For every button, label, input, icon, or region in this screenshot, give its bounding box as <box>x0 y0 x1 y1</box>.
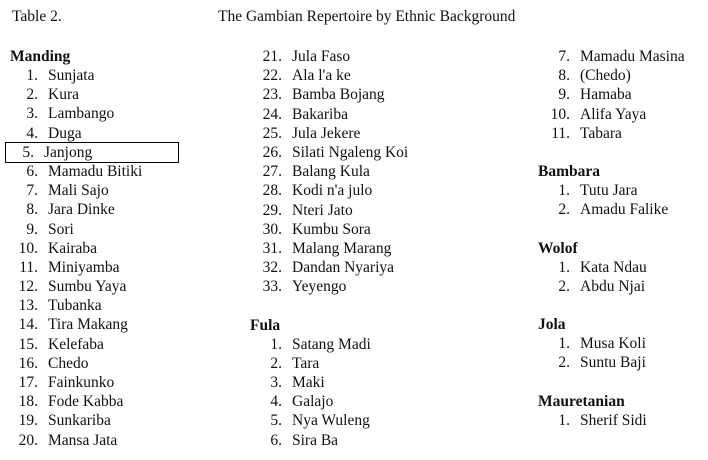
list-item <box>250 354 520 373</box>
item-name: Satang Madi <box>292 335 371 353</box>
list-item <box>250 411 520 430</box>
item-name: Fainkunko <box>48 374 115 391</box>
item-name: Miniyamba <box>48 258 120 276</box>
column-3 <box>538 47 706 430</box>
item-number: 21. <box>262 48 282 65</box>
item-number: 16. <box>18 354 38 372</box>
list-item <box>250 373 520 392</box>
item-name: Tabara <box>580 124 622 142</box>
item-number: 19. <box>18 412 38 430</box>
item-number: 1. <box>558 335 570 353</box>
item-number: 27. <box>262 163 282 181</box>
spacer <box>538 296 706 315</box>
list-item <box>10 220 240 239</box>
list-item <box>10 335 240 354</box>
list-item <box>10 431 240 450</box>
item-name: Abdu Njai <box>580 277 646 295</box>
item-name: Sira Ba <box>292 431 339 449</box>
item-name: Silati Ngaleng Koi <box>292 143 409 161</box>
list-item <box>538 277 706 296</box>
item-name: Kelefaba <box>48 335 104 353</box>
item-name: Kodi n'a julo <box>292 182 373 200</box>
list-item <box>538 353 706 372</box>
item-number: 31. <box>262 239 282 257</box>
item-number: 32. <box>262 259 282 277</box>
item-name: Dandan Nyariya <box>292 259 394 277</box>
list-item <box>538 200 706 219</box>
item-name: Bakariba <box>292 105 348 123</box>
item-number: 11. <box>19 258 38 276</box>
list-item <box>10 181 240 200</box>
list-item <box>10 277 240 296</box>
group-title-mauretanian: Mauretanian <box>538 392 625 410</box>
item-name: Chedo <box>48 354 89 372</box>
list-item <box>250 162 520 181</box>
spacer <box>538 143 706 162</box>
item-number: 1. <box>558 258 570 276</box>
list-item <box>10 162 240 181</box>
item-name: (Chedo) <box>580 67 631 85</box>
item-number: 5. <box>22 143 34 161</box>
list-item <box>250 239 520 258</box>
item-number: 29. <box>262 201 282 219</box>
item-name: Mali Sajo <box>48 182 109 200</box>
table-title: The Gambian Repertoire by Ethnic Background <box>218 8 516 25</box>
list-item <box>10 296 240 315</box>
list-item <box>538 124 706 143</box>
item-name: Mamadu Masina <box>580 48 685 65</box>
list-item <box>538 47 706 66</box>
item-name: Jara Dinke <box>48 201 115 219</box>
list-item-highlighted <box>6 143 178 162</box>
item-name: Janjong <box>44 143 93 161</box>
item-name: Sunjata <box>48 67 95 84</box>
list-item <box>10 200 240 219</box>
item-name: Kura <box>48 86 79 104</box>
item-number: 7. <box>26 182 38 200</box>
item-number: 10. <box>18 239 38 257</box>
item-number: 30. <box>262 220 282 238</box>
list-item <box>250 47 520 66</box>
item-number: 2. <box>270 354 282 372</box>
list-item <box>10 85 240 104</box>
item-number: 9. <box>26 220 38 238</box>
list-item <box>250 277 520 296</box>
item-name: Nteri Jato <box>292 201 353 219</box>
list-item <box>250 258 520 277</box>
item-name: Malang Marang <box>292 239 392 257</box>
list-item <box>10 66 240 85</box>
item-number: 11. <box>551 124 570 142</box>
item-name: Maki <box>292 374 325 391</box>
item-number: 7. <box>558 48 570 65</box>
item-name: Kairaba <box>48 239 98 257</box>
item-number: 5. <box>270 412 282 430</box>
item-name: Alifa Yaya <box>580 105 647 123</box>
group-title-manding: Manding <box>10 48 71 65</box>
list-item <box>250 85 520 104</box>
item-number: 10. <box>550 105 570 123</box>
item-name: Tara <box>292 354 320 372</box>
list-item <box>250 105 520 124</box>
item-name: Sumbu Yaya <box>48 278 127 296</box>
item-name: Tira Makang <box>48 316 128 334</box>
group-title-fula: Fula <box>250 316 281 334</box>
item-number: 24. <box>262 105 282 123</box>
item-number: 4. <box>26 124 38 142</box>
item-name: Tutu Jara <box>580 182 638 200</box>
item-name: Yeyengo <box>292 278 347 296</box>
item-number: 18. <box>18 393 38 411</box>
item-number: 3. <box>270 374 282 391</box>
item-number: 1. <box>270 335 282 353</box>
group-title-wolof: Wolof <box>538 239 578 257</box>
list-item <box>10 354 240 373</box>
item-number: 3. <box>26 105 38 123</box>
item-name: Suntu Baji <box>580 354 646 372</box>
item-name: Duga <box>48 124 82 142</box>
item-name: Galajo <box>292 393 334 411</box>
item-number: 9. <box>558 86 570 104</box>
item-number: 8. <box>26 201 38 219</box>
list-item <box>10 124 240 143</box>
item-number: 6. <box>270 431 282 449</box>
list-item <box>10 239 240 258</box>
item-number: 2. <box>558 277 570 295</box>
item-number: 23. <box>262 86 282 104</box>
group-title-bambara: Bambara <box>538 163 600 181</box>
spacer <box>250 296 520 315</box>
item-name: Jula Jekere <box>292 124 361 142</box>
item-name: Fode Kabba <box>48 393 124 411</box>
item-name: Lambango <box>48 105 115 123</box>
item-number: 2. <box>558 201 570 219</box>
item-number: 33. <box>262 278 282 296</box>
list-item <box>250 392 520 411</box>
item-name: Kumbu Sora <box>292 220 371 238</box>
list-item <box>538 258 706 277</box>
item-number: 17. <box>18 374 38 391</box>
item-number: 6. <box>26 162 38 180</box>
list-item <box>250 143 520 162</box>
item-name: Musa Koli <box>580 335 646 353</box>
list-item <box>10 373 240 392</box>
item-number: 15. <box>18 335 38 353</box>
table-label: Table 2. <box>12 8 62 25</box>
list-item <box>250 201 520 220</box>
column-2 <box>250 47 520 450</box>
item-name: Mansa Jata <box>48 431 118 449</box>
item-number: 13. <box>18 297 38 315</box>
list-item <box>538 181 706 200</box>
item-number: 1. <box>558 411 570 429</box>
item-number: 1. <box>558 182 570 200</box>
spacer <box>538 373 706 392</box>
item-number: 14. <box>18 316 38 334</box>
list-item <box>250 124 520 143</box>
item-name: Hamaba <box>580 86 632 104</box>
item-name: Bamba Bojang <box>292 86 385 104</box>
list-item <box>250 220 520 239</box>
item-name: Ala l'a ke <box>292 67 351 85</box>
group-title-jola: Jola <box>538 316 566 334</box>
list-item <box>10 315 240 334</box>
list-item <box>250 181 520 200</box>
item-name: Sori <box>48 220 74 238</box>
spacer <box>538 220 706 239</box>
list-item <box>538 105 706 124</box>
item-name: Kata Ndau <box>580 258 647 276</box>
list-item <box>10 104 240 123</box>
list-item <box>250 66 520 85</box>
item-name: Jula Faso <box>292 48 351 65</box>
item-number: 20. <box>18 431 38 449</box>
item-number: 28. <box>262 182 282 200</box>
item-number: 12. <box>18 278 38 296</box>
item-number: 8. <box>558 67 570 85</box>
item-number: 22. <box>262 67 282 85</box>
list-item <box>538 334 706 353</box>
item-name: Mamadu Bitiki <box>48 162 143 180</box>
list-item <box>250 431 520 450</box>
item-number: 25. <box>262 124 282 142</box>
list-item <box>10 411 240 430</box>
item-name: Balang Kula <box>292 163 370 181</box>
item-number: 26. <box>262 143 282 161</box>
list-item <box>10 258 240 277</box>
list-item <box>10 392 240 411</box>
item-number: 2. <box>26 86 38 104</box>
list-item <box>538 411 706 430</box>
item-number: 4. <box>270 393 282 411</box>
list-item <box>538 85 706 104</box>
item-number: 2. <box>558 354 570 372</box>
item-name: Tubanka <box>48 297 102 315</box>
item-name: Sunkariba <box>48 412 111 430</box>
item-name: Amadu Falike <box>580 201 669 219</box>
item-number: 1. <box>26 67 38 84</box>
item-name: Sherif Sidi <box>580 411 647 429</box>
column-1 <box>10 47 240 450</box>
list-item <box>538 66 706 85</box>
list-item <box>250 335 520 354</box>
item-name: Nya Wuleng <box>292 412 370 430</box>
